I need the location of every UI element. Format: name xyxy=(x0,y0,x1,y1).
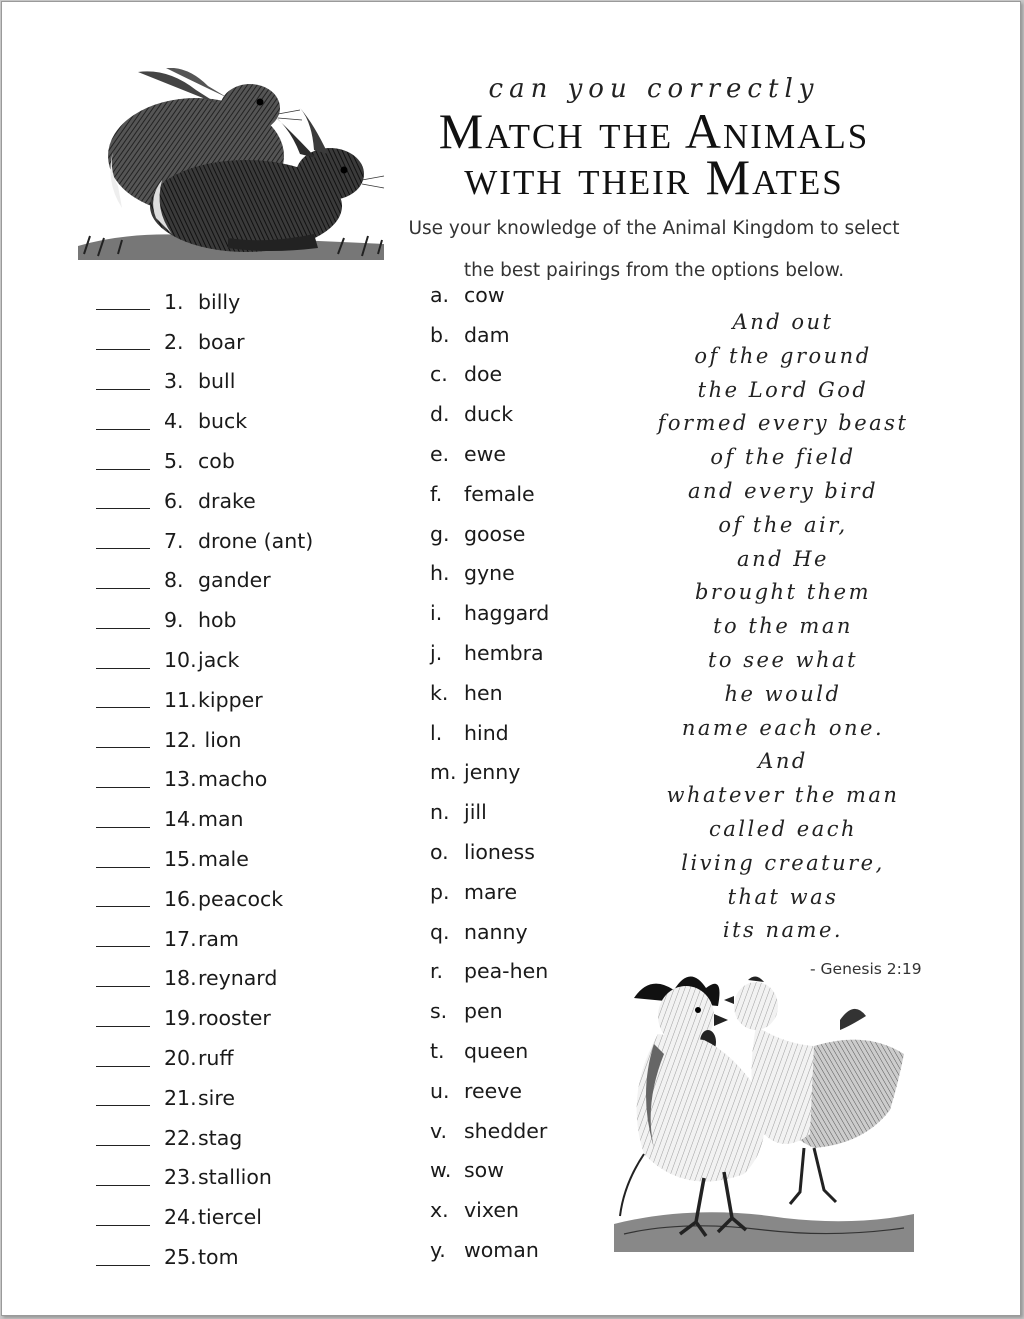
option-word: female xyxy=(464,481,535,506)
list-item xyxy=(96,879,313,919)
list-item xyxy=(96,1158,313,1198)
item-word: lion xyxy=(198,727,242,752)
list-item xyxy=(96,799,313,839)
answer-blank[interactable] xyxy=(96,811,150,828)
option-letter: f. xyxy=(430,481,443,506)
option-word: pea-hen xyxy=(464,959,549,984)
option-letter: e. xyxy=(430,442,450,467)
answer-blank[interactable] xyxy=(96,1169,150,1186)
list-item xyxy=(96,680,313,720)
option-word: dam xyxy=(464,322,510,347)
option-word: doe xyxy=(464,362,503,387)
answer-blank[interactable] xyxy=(96,731,150,748)
option-letter: r. xyxy=(430,959,444,984)
tagline: can you correctly xyxy=(488,74,820,104)
item-word: buck xyxy=(198,409,248,434)
bible-verse xyxy=(630,306,936,948)
item-number: 6. xyxy=(164,488,184,513)
item-number: 16. xyxy=(164,886,197,911)
verse-line: to see what xyxy=(707,647,859,672)
item-word: tom xyxy=(198,1245,239,1270)
item-number: 22. xyxy=(164,1125,197,1150)
option-letter: o. xyxy=(430,840,449,865)
verse-line: of the field xyxy=(710,445,856,470)
list-item xyxy=(96,1237,313,1277)
item-number: 7. xyxy=(164,528,184,553)
item-number: 10. xyxy=(164,648,197,673)
worksheet-page xyxy=(1,1,1021,1316)
item-word: ruff xyxy=(198,1046,234,1071)
answer-blank[interactable] xyxy=(96,851,150,868)
list-item xyxy=(430,514,549,554)
option-word: reeve xyxy=(464,1078,522,1103)
list-item xyxy=(96,1118,313,1158)
list-item xyxy=(430,1230,549,1270)
list-item xyxy=(430,1151,549,1191)
item-number: 2. xyxy=(164,329,184,354)
verse-line: formed every beast xyxy=(657,411,909,436)
answer-blank[interactable] xyxy=(96,652,150,669)
list-item xyxy=(96,839,313,879)
item-number: 11. xyxy=(164,687,197,712)
item-word: man xyxy=(198,807,244,832)
verse-line: whatever the man xyxy=(666,783,900,808)
answer-blank[interactable] xyxy=(96,572,150,589)
option-word: mare xyxy=(464,879,518,904)
list-item xyxy=(96,998,313,1038)
list-item xyxy=(430,912,549,952)
item-word: billy xyxy=(198,289,241,314)
item-word: kipper xyxy=(198,687,263,712)
verse-line: of the air, xyxy=(718,512,848,537)
answer-blank[interactable] xyxy=(96,612,150,629)
item-word: boar xyxy=(198,329,245,354)
answer-blank[interactable] xyxy=(96,453,150,470)
option-letter: h. xyxy=(430,561,450,586)
item-number: 4. xyxy=(164,409,184,434)
option-word: cow xyxy=(464,282,505,307)
option-letter: j. xyxy=(430,641,443,666)
list-item xyxy=(430,315,549,355)
list-item xyxy=(430,991,549,1031)
answer-blank[interactable] xyxy=(96,333,150,350)
item-word: stag xyxy=(198,1125,243,1150)
option-word: lioness xyxy=(464,840,535,865)
option-letter: l. xyxy=(430,720,443,745)
option-word: haggard xyxy=(464,601,550,626)
item-number: 3. xyxy=(164,369,184,394)
verse-line: of the ground xyxy=(694,343,872,368)
item-word: jack xyxy=(198,648,240,673)
answer-blank[interactable] xyxy=(96,890,150,907)
option-word: gyne xyxy=(464,561,515,586)
list-item xyxy=(96,481,313,521)
item-word: ram xyxy=(198,926,239,951)
answer-blank[interactable] xyxy=(96,1249,150,1266)
list-item xyxy=(430,633,549,673)
option-word: jill xyxy=(464,800,487,825)
answer-blank[interactable] xyxy=(96,293,150,310)
list-item xyxy=(96,282,313,322)
answer-blank[interactable] xyxy=(96,691,150,708)
option-letter: v. xyxy=(430,1118,448,1143)
list-item xyxy=(430,1190,549,1230)
option-word: queen xyxy=(464,1039,529,1064)
option-letter: n. xyxy=(430,800,450,825)
option-word: woman xyxy=(464,1238,539,1263)
option-letter: i. xyxy=(430,601,443,626)
option-letter: y. xyxy=(430,1238,446,1263)
list-item xyxy=(96,720,313,760)
list-item xyxy=(430,872,549,912)
item-number: 5. xyxy=(164,449,184,474)
option-letter: x. xyxy=(430,1198,449,1223)
item-number: 24. xyxy=(164,1205,197,1230)
list-item xyxy=(96,959,313,999)
list-item xyxy=(430,713,549,753)
list-item xyxy=(430,1031,549,1071)
option-word: pen xyxy=(464,999,503,1024)
verse-line: the Lord God xyxy=(697,377,869,402)
list-item xyxy=(96,362,313,402)
item-word: bull xyxy=(198,369,236,394)
item-word: macho xyxy=(198,767,268,792)
verse-line: its name. xyxy=(722,918,844,943)
chickens-illustration xyxy=(614,934,914,1264)
item-number: 25. xyxy=(164,1245,197,1270)
option-letter: p. xyxy=(430,879,450,904)
list-item xyxy=(96,600,313,640)
option-letter: b. xyxy=(430,322,450,347)
option-letter: u. xyxy=(430,1078,450,1103)
list-item xyxy=(96,1078,313,1118)
list-item xyxy=(430,832,549,872)
list-item xyxy=(430,673,549,713)
answer-blank[interactable] xyxy=(96,930,150,947)
answer-blank[interactable] xyxy=(96,1209,150,1226)
verse-line: that was xyxy=(727,884,839,909)
item-number: 8. xyxy=(164,568,184,593)
item-word: drone (ant) xyxy=(198,528,314,553)
list-item xyxy=(430,394,549,434)
list-item xyxy=(96,760,313,800)
item-word: hob xyxy=(198,608,237,633)
list-item xyxy=(96,1038,313,1078)
item-word: gander xyxy=(198,568,271,593)
option-word: hen xyxy=(464,680,503,705)
title-line-1: Match the Animals xyxy=(438,103,870,159)
verse-line: and every bird xyxy=(687,478,879,503)
list-item xyxy=(430,952,549,992)
list-item xyxy=(430,474,549,514)
option-word: sow xyxy=(464,1158,504,1183)
verse-line: And out xyxy=(732,310,834,334)
option-word: ewe xyxy=(464,442,506,467)
item-number: 17. xyxy=(164,926,197,951)
list-item xyxy=(430,753,549,793)
verse-line: and He xyxy=(737,546,829,571)
item-number: 14. xyxy=(164,807,197,832)
list-item xyxy=(430,554,549,594)
verse-line: name each one. xyxy=(681,715,885,740)
list-item xyxy=(96,441,313,481)
option-letter: a. xyxy=(430,282,450,307)
answer-blank[interactable] xyxy=(96,1010,150,1027)
verse-reference: - Genesis 2:19 xyxy=(810,960,922,978)
item-word: rooster xyxy=(198,1006,271,1031)
list-item xyxy=(430,792,549,832)
option-letter: g. xyxy=(430,521,450,546)
female-animals-list xyxy=(430,275,549,1270)
item-number: 15. xyxy=(164,847,197,872)
male-animals-list xyxy=(96,282,313,1277)
answer-blank[interactable] xyxy=(96,532,150,549)
verse-line: brought them xyxy=(694,580,872,605)
item-word: sire xyxy=(198,1085,235,1110)
answer-blank[interactable] xyxy=(96,970,150,987)
item-number: 23. xyxy=(164,1165,197,1190)
item-number: 12. xyxy=(164,727,197,752)
item-word: male xyxy=(198,847,249,872)
verse-line: called each xyxy=(709,816,857,841)
answer-blank[interactable] xyxy=(96,413,150,430)
option-word: hembra xyxy=(464,641,544,666)
answer-blank[interactable] xyxy=(96,373,150,390)
answer-blank[interactable] xyxy=(96,1129,150,1146)
option-word: vixen xyxy=(464,1198,519,1223)
list-item xyxy=(96,521,313,561)
list-item xyxy=(430,1111,549,1151)
subtitle-line-2: the best pairings from the options below. xyxy=(463,260,845,281)
item-number: 19. xyxy=(164,1006,197,1031)
subtitle-line-1: Use your knowledge of the Animal Kingdom to select xyxy=(408,218,900,239)
verse-line: And xyxy=(758,749,808,774)
answer-blank[interactable] xyxy=(96,492,150,509)
item-word: drake xyxy=(198,488,256,513)
item-word: cob xyxy=(198,449,235,474)
item-number: 21. xyxy=(164,1085,197,1110)
option-letter: t. xyxy=(430,1039,445,1064)
list-item xyxy=(430,434,549,474)
verse-line: to the man xyxy=(713,614,853,639)
list-item xyxy=(96,919,313,959)
verse-line: he would xyxy=(724,681,842,706)
option-letter: w. xyxy=(430,1158,452,1183)
option-letter: q. xyxy=(430,919,450,944)
item-number: 1. xyxy=(164,289,184,314)
item-number: 20. xyxy=(164,1046,197,1071)
option-letter: k. xyxy=(430,680,449,705)
list-item xyxy=(96,1197,313,1237)
list-item xyxy=(96,640,313,680)
option-letter: d. xyxy=(430,402,450,427)
title-line-2: with their Mates xyxy=(464,149,844,205)
rabbits-illustration xyxy=(78,68,388,264)
item-number: 9. xyxy=(164,608,184,633)
option-word: goose xyxy=(464,521,526,546)
answer-blank[interactable] xyxy=(96,1089,150,1106)
answer-blank[interactable] xyxy=(96,771,150,788)
option-word: hind xyxy=(464,720,509,745)
list-item xyxy=(430,355,549,395)
list-item xyxy=(96,561,313,601)
verse-line: living creature, xyxy=(681,850,885,875)
option-word: duck xyxy=(464,402,514,427)
list-item xyxy=(430,593,549,633)
list-item xyxy=(96,401,313,441)
option-letter: m. xyxy=(430,760,457,785)
option-letter: s. xyxy=(430,999,448,1024)
option-letter: c. xyxy=(430,362,448,387)
item-number: 13. xyxy=(164,767,197,792)
list-item xyxy=(430,1071,549,1111)
list-item xyxy=(430,275,549,315)
answer-blank[interactable] xyxy=(96,1050,150,1067)
option-word: nanny xyxy=(464,919,528,944)
item-number: 18. xyxy=(164,966,197,991)
list-item xyxy=(96,322,313,362)
item-word: tiercel xyxy=(198,1205,262,1230)
worksheet-header xyxy=(354,70,954,284)
item-word: stallion xyxy=(198,1165,272,1190)
option-word: jenny xyxy=(464,760,521,785)
item-word: reynard xyxy=(198,966,278,991)
item-word: peacock xyxy=(198,886,284,911)
option-word: shedder xyxy=(464,1118,548,1143)
